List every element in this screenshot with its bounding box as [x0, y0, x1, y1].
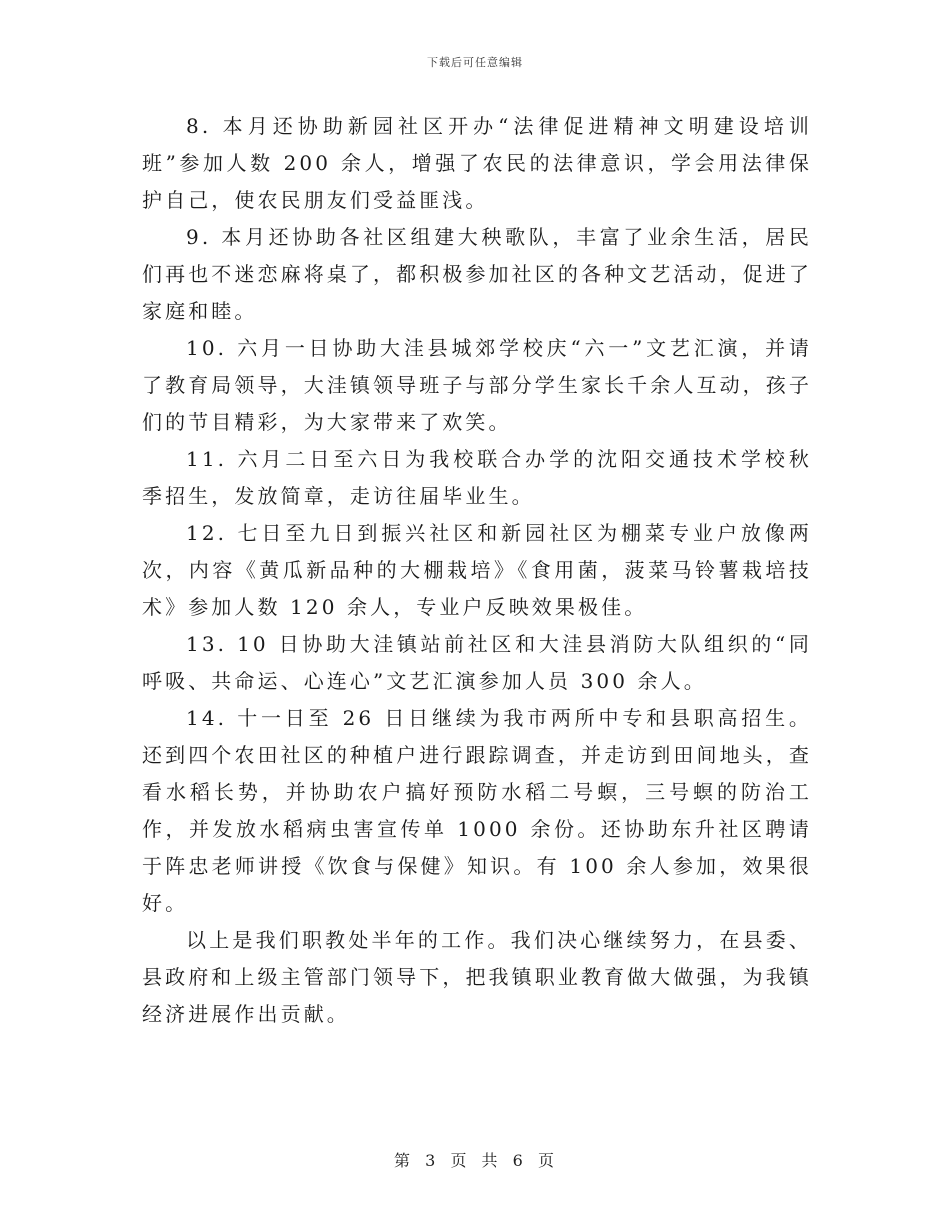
page-footer: [0, 1148, 950, 1171]
footer-label-ye: 页: [450, 1151, 469, 1170]
footer-total-pages: 6: [512, 1151, 525, 1170]
footer-label-ye-2: 页: [537, 1151, 556, 1170]
paragraph-item-10: 10. 六月一日协助大洼县城郊学校庆“六一”文艺汇演，并请了教育局领导，大洼镇领导班子与部分学生家长千余人互动，孩子们的节目精彩，为大家带来了欢笑。: [142, 336, 812, 434]
paragraph-item-14: 14. 十一日至 26 日日继续为我市两所中专和县职高招生。还到四个农田社区的种植户进行跟踪调查，并走访到田间地头，查看水稻长势，并协助农户搞好预防水稻二号螟，三号螟的防治工作，并发放水稻病虫害宣传单 1000 余份。还协助东升社区聘请于阵忠老师讲授《饮食与保健》知识。有 100 余人参加，效果很好。: [142, 706, 812, 915]
paragraph-conclusion: 以上是我们职教处半年的工作。我们决心继续努力，在县委、县政府和上级主管部门领导下，把我镇职业教育做大做强，为我镇经济进展作出贡献。: [142, 928, 812, 1026]
footer-label-gong: 共: [481, 1151, 500, 1170]
footer-current-page: 3: [425, 1151, 438, 1170]
paragraph-item-12: 12. 七日至九日到振兴社区和新园社区为棚菜专业户放像两次，内容《黄瓜新品种的大棚栽培》《食用菌，菠菜马铃薯栽培技术》参加人数 120 余人，专业户反映效果极佳。: [142, 521, 812, 619]
document-body: [142, 108, 812, 1033]
paragraph-item-8: 8. 本月还协助新园社区开办“法律促进精神文明建设培训班”参加人数 200 余人，增强了农民的法律意识，学会用法律保护自己，使农民朋友们受益匪浅。: [142, 114, 812, 212]
paragraph-item-13: 13. 10 日协助大洼镇站前社区和大洼县消防大队组织的“同呼吸、共命运、心连心”文艺汇演参加人员 300 余人。: [142, 632, 812, 693]
paragraph-item-9: 9. 本月还协助各社区组建大秧歌队，丰富了业余生活，居民们再也不迷恋麻将桌了，都积极参加社区的各种文艺活动，促进了家庭和睦。: [142, 225, 812, 323]
footer-label-di: 第: [394, 1151, 413, 1170]
page-header-note: 下载后可任意编辑: [427, 56, 523, 69]
paragraph-item-11: 11. 六月二日至六日为我校联合办学的沈阳交通技术学校秋季招生，发放简章，走访往届毕业生。: [142, 447, 812, 508]
